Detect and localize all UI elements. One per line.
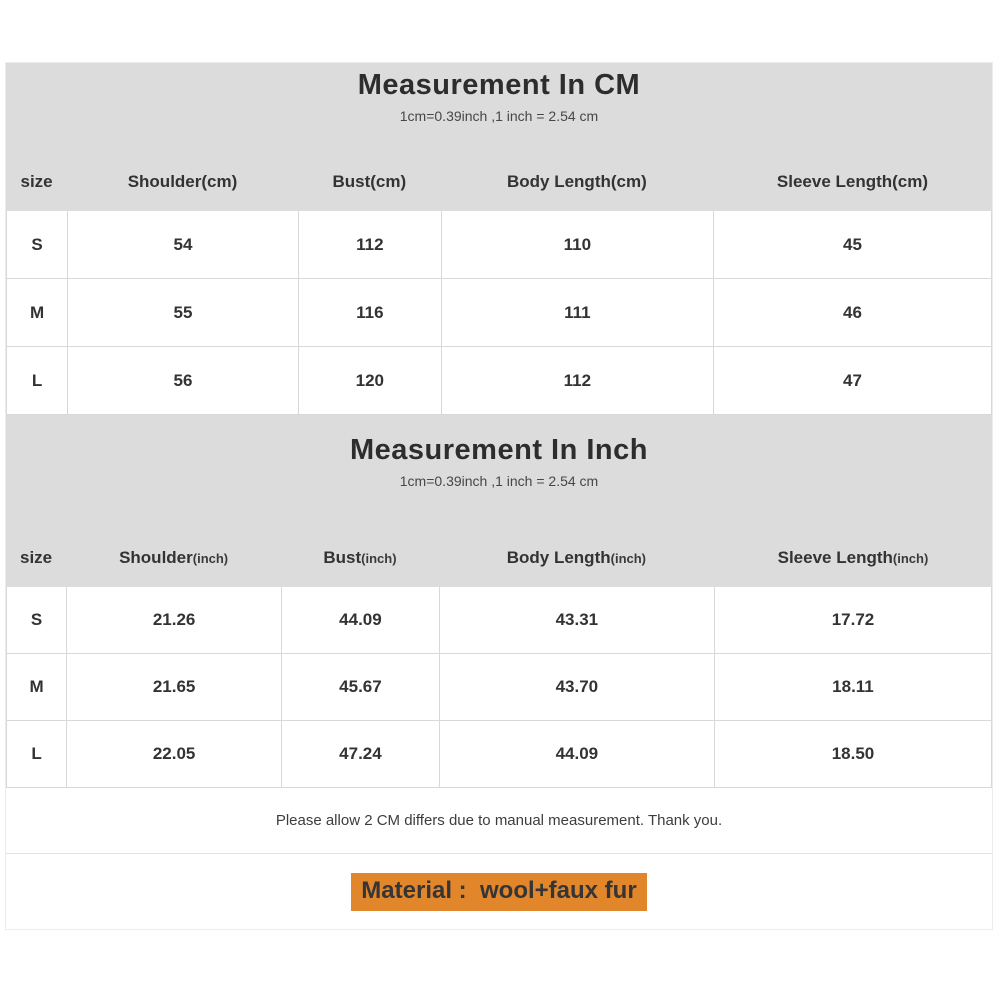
inch-section-title: Measurement In Inch — [350, 434, 648, 466]
table-cell: 17.72 — [714, 587, 992, 654]
material-label: Material : wool+faux fur — [351, 873, 646, 911]
cm-conversion-note: 1cm=0.39inch ,1 inch = 2.54 cm — [399, 108, 599, 124]
size-chart-panel — [5, 62, 993, 930]
table-cell: 44.09 — [439, 721, 714, 788]
measurement-disclaimer-text: Please allow 2 CM differs due to manual measurement. Thank you. — [275, 812, 723, 829]
table-row — [6, 587, 992, 654]
table-cell: 47.24 — [281, 721, 439, 788]
material-row — [6, 854, 992, 929]
table-cell: 44.09 — [281, 587, 439, 654]
inch-section — [6, 415, 992, 788]
table-row — [6, 654, 992, 721]
inch-column-header-bust: Bust (inch) — [323, 548, 397, 567]
cm-section-title: Measurement In CM — [357, 69, 641, 101]
table-cell: 46 — [713, 279, 992, 347]
table-cell: 18.11 — [714, 654, 992, 721]
table-row — [6, 279, 992, 347]
top-margin — [0, 0, 1000, 62]
cm-column-header-bust: Bust(cm) — [332, 172, 407, 191]
inch-column-header-shoulder: Shoulder (inch) — [119, 548, 229, 567]
table-cell: 43.31 — [439, 587, 714, 654]
cm-column-header-sleeve-length: Sleeve Length(cm) — [776, 172, 929, 191]
table-cell: 55 — [67, 279, 298, 347]
cm-table-body — [6, 211, 992, 415]
cm-section — [6, 63, 992, 415]
inch-column-header-size: size — [20, 548, 53, 567]
table-row — [6, 721, 992, 788]
table-cell: 45.67 — [281, 654, 439, 721]
table-cell: M — [6, 654, 66, 721]
table-cell: 45 — [713, 211, 992, 279]
cm-column-header-shoulder: Shoulder(cm) — [127, 172, 238, 191]
table-cell: 18.50 — [714, 721, 992, 788]
table-cell: 47 — [713, 347, 992, 415]
table-cell: 21.65 — [66, 654, 281, 721]
cm-column-header-row — [6, 153, 992, 211]
cm-section-header — [6, 63, 992, 211]
table-row — [6, 211, 992, 279]
inch-column-header-body-length: Body Length (inch) — [506, 548, 647, 567]
table-row — [6, 347, 992, 415]
table-cell: S — [6, 587, 66, 654]
table-cell: 120 — [298, 347, 441, 415]
table-cell: 111 — [441, 279, 713, 347]
table-cell: 21.26 — [66, 587, 281, 654]
measurement-disclaimer-row — [6, 788, 992, 854]
table-cell: 54 — [67, 211, 298, 279]
table-cell: 110 — [441, 211, 713, 279]
cm-column-header-body-length: Body Length(cm) — [506, 172, 647, 191]
inch-column-header-sleeve-length: Sleeve Length (inch) — [777, 548, 929, 567]
cm-column-header-size: size — [20, 172, 53, 191]
inch-section-header — [6, 415, 992, 587]
inch-table-body — [6, 587, 992, 788]
inch-column-header-row — [6, 529, 992, 587]
table-cell: M — [6, 279, 67, 347]
table-cell: L — [6, 347, 67, 415]
table-cell: 112 — [298, 211, 441, 279]
table-cell: 43.70 — [439, 654, 714, 721]
table-cell: 56 — [67, 347, 298, 415]
table-cell: S — [6, 211, 67, 279]
table-cell: L — [6, 721, 66, 788]
inch-conversion-note: 1cm=0.39inch ,1 inch = 2.54 cm — [399, 473, 599, 489]
table-cell: 116 — [298, 279, 441, 347]
table-cell: 22.05 — [66, 721, 281, 788]
table-cell: 112 — [441, 347, 713, 415]
